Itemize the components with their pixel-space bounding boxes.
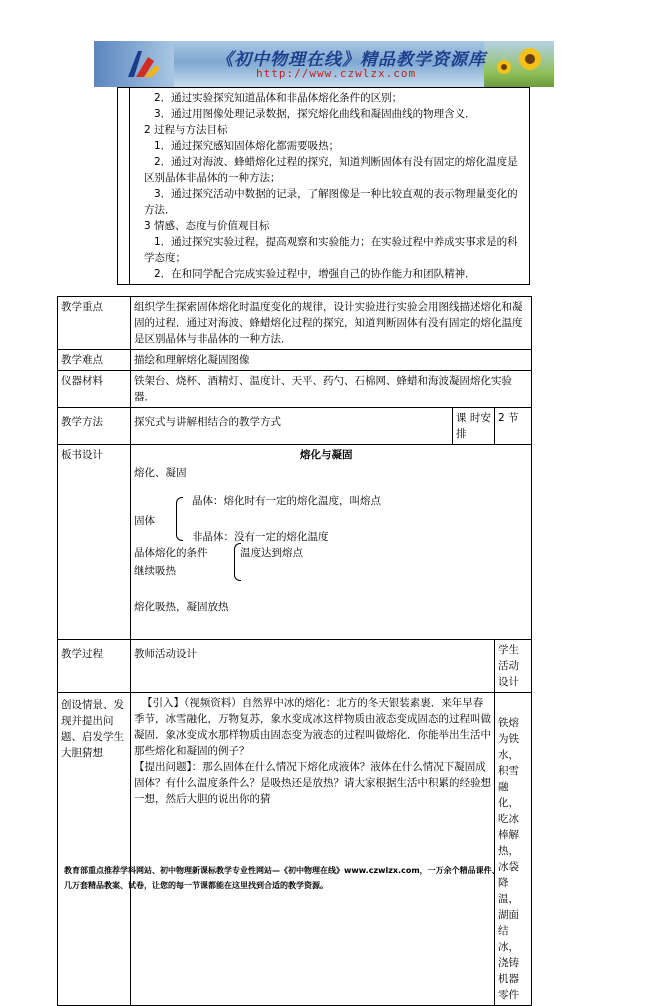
process-label: 教学过程 xyxy=(58,640,131,693)
equipment-label: 仪器材料 xyxy=(58,371,131,408)
header-banner xyxy=(94,41,554,87)
board-label: 板书设计 xyxy=(58,445,131,640)
method-text: 探究式与讲解相结合的教学方式 xyxy=(131,408,453,445)
board-cell xyxy=(131,445,532,640)
banner-title: 《初中物理在线》精品教学资源库 xyxy=(216,50,486,70)
board-row xyxy=(58,445,532,640)
student-header: 学生活动设计 xyxy=(495,640,532,693)
board-summary: 熔化吸热，凝固放热 xyxy=(134,601,229,613)
student-activity: 铁熔为铁水，积雪融化，吃冰棒解热，冰袋降温，湖面结冰，浇铸机器零件 xyxy=(495,693,532,1006)
objectives-label-cell xyxy=(118,88,130,285)
objective-line: 2．通过对海波、蜂蜡熔化过程的探究，知道判断固体有没有固定的熔化温度是区别晶体非晶体的一种方法； xyxy=(144,156,518,184)
objective-line: 2．在和同学配合完成实验过程中，增强自己的协作能力和团队精神． xyxy=(154,268,476,280)
equipment-text: 铁架台、烧杯、酒精灯、温度计、天平、药勺、石棉网、蜂蜡和海波凝固熔化实验器． xyxy=(131,371,532,408)
board-title: 熔化与凝固 xyxy=(300,449,353,461)
focus-row xyxy=(58,297,532,350)
board-line-melt-freeze: 熔化、凝固 xyxy=(134,467,187,479)
objective-line: 1．通过探究实验过程，提高观察和实验能力；在实验过程中养成实事求是的科学态度； xyxy=(144,236,518,264)
lesson-plan-main-table xyxy=(57,296,532,1006)
teacher-activity xyxy=(131,693,495,1006)
teacher-question: 【提出问题】：那么固体在什么情况下熔化成液体？液体在什么情况下凝固成固体？有什么温度条件么？是吸热还是放热？请大家根据生活中积累的经验想一想，然后大胆的说出你的猜 xyxy=(134,761,491,805)
objectives-cell xyxy=(130,88,530,285)
objective-line: 2．通过实验探究知道晶体和非晶体熔化条件的区别； xyxy=(154,92,403,104)
board-crystal: 晶体：熔化时有一定的熔化温度，叫熔点 xyxy=(192,495,381,507)
teacher-header: 教师活动设计 xyxy=(131,640,495,693)
page-footer xyxy=(64,863,604,893)
banner-sunflower-image xyxy=(484,41,554,87)
method-label: 教学方法 xyxy=(58,408,131,445)
objective-line: 1．通过探究感知固体熔化都需要吸热； xyxy=(154,140,340,152)
objective-line: 3．通过探究活动中数据的记录，了解图像是一种比较直观的表示物理量变化的方法． xyxy=(144,188,518,216)
board-design xyxy=(134,447,528,637)
objectives-row xyxy=(118,88,530,285)
focus-text: 组织学生探索固体熔化时温度变化的规律，设计实验进行实验会用图线描述熔化和凝固的过程．通过对海波、蜂蜡熔化过程的探究，知道判断固体有没有固定的熔化温度是区别晶体与非晶体的一种方法． xyxy=(131,297,532,350)
brace-solid xyxy=(176,497,183,541)
equipment-row xyxy=(58,371,532,408)
teacher-intro: 【引入】（视频资料）自然界中冰的熔化：北方的冬天银装素裹．来年早春季节，冰雪融化，万物复苏，象水变成冰这样物质由液态变成固态的过程叫做凝固．象冰变成水那样物质由固态变为液态的过程叫做熔化．你能举出生活中那些熔化和凝固的例子？ xyxy=(134,697,491,757)
site-logo-icon xyxy=(122,47,162,81)
board-reach-point: 温度达到熔点 xyxy=(240,547,303,559)
stage-label: 创设情景、发现并提出问题、启发学生大胆猜想 xyxy=(58,693,131,1006)
footer-line-1: 教育部重点推荐学科网站、初中物理新课标教学专业性网站—《初中物理在线》www.czwlzx.com，一万余个精品课件、 xyxy=(64,866,500,875)
objective-heading: 3 情感、态度与价值观目标 xyxy=(144,220,270,232)
difficulty-label: 教学难点 xyxy=(58,350,131,371)
board-amorphous: 非晶体：没有一定的熔化温度 xyxy=(192,531,329,543)
method-row xyxy=(58,408,532,445)
process-header-row xyxy=(58,640,532,693)
banner-url[interactable]: http://www.czwlzx.com xyxy=(256,67,417,80)
process-content-row xyxy=(58,693,532,1006)
board-absorb: 继续吸热 xyxy=(134,565,176,577)
objective-heading: 2 过程与方法目标 xyxy=(144,124,228,136)
hours-value: 2 节 xyxy=(495,408,532,445)
footer-line-2: 几万套精品教案、试卷，让您的每一节课都能在这里找到合适的教学资源。 xyxy=(64,881,328,890)
difficulty-row xyxy=(58,350,532,371)
board-solid: 固体 xyxy=(134,515,155,527)
lesson-plan-table xyxy=(117,87,530,285)
objective-line: 3．通过用图像处理记录数据，探究熔化曲线和凝固曲线的物理含义． xyxy=(154,108,476,120)
hours-label: 课 时安排 xyxy=(453,408,495,445)
focus-label: 教学重点 xyxy=(58,297,131,350)
board-condition: 晶体熔化的条件 xyxy=(134,547,208,559)
difficulty-text: 描绘和理解熔化凝固图像 xyxy=(131,350,532,371)
